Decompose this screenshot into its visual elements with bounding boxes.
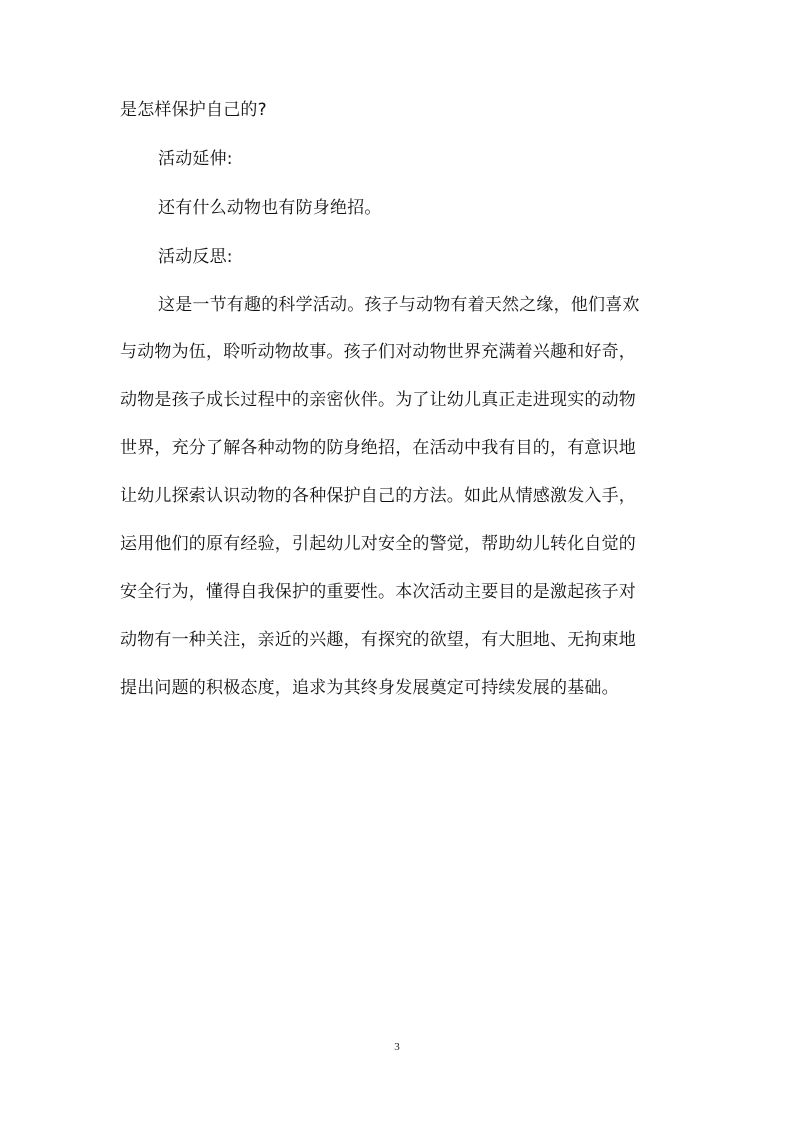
text-line-reflection-7: 安全行为，懂得自我保护的重要性。本次活动主要目的是激起孩子对: [120, 582, 636, 602]
text-line-reflection-6: 运用他们的原有经验，引起幼儿对安全的警觉，帮助幼儿转化自觉的: [120, 534, 636, 554]
text-line-reflection-2: 与动物为伍，聆听动物故事。孩子们对动物世界充满着兴趣和好奇，: [120, 342, 636, 362]
text-line-extension-question: 还有什么动物也有防身绝招。: [158, 198, 382, 218]
text-line-reflection-8: 动物有一种关注，亲近的兴趣，有探究的欲望，有大胆地、无拘束地: [120, 630, 636, 650]
heading-activity-extension: 活动延伸:: [158, 149, 233, 169]
text-line-reflection-3: 动物是孩子成长过程中的亲密伙伴。为了让幼儿真正走进现实的动物: [120, 390, 636, 410]
text-line-reflection-1: 这是一节有趣的科学活动。孩子与动物有着天然之缘，他们喜欢: [158, 295, 640, 315]
text-line-question-end: 是怎样保护自己的?: [120, 100, 267, 120]
heading-activity-reflection: 活动反思:: [158, 247, 233, 267]
text-line-reflection-4: 世界，充分了解各种动物的防身绝招，在活动中我有目的，有意识地: [120, 438, 636, 458]
page-number: 3: [394, 1041, 400, 1053]
text-line-reflection-9: 提出问题的积极态度，追求为其终身发展奠定可持续发展的基础。: [120, 678, 619, 698]
text-line-reflection-5: 让幼儿探索认识动物的各种保护自己的方法。如此从情感激发入手，: [120, 486, 636, 506]
